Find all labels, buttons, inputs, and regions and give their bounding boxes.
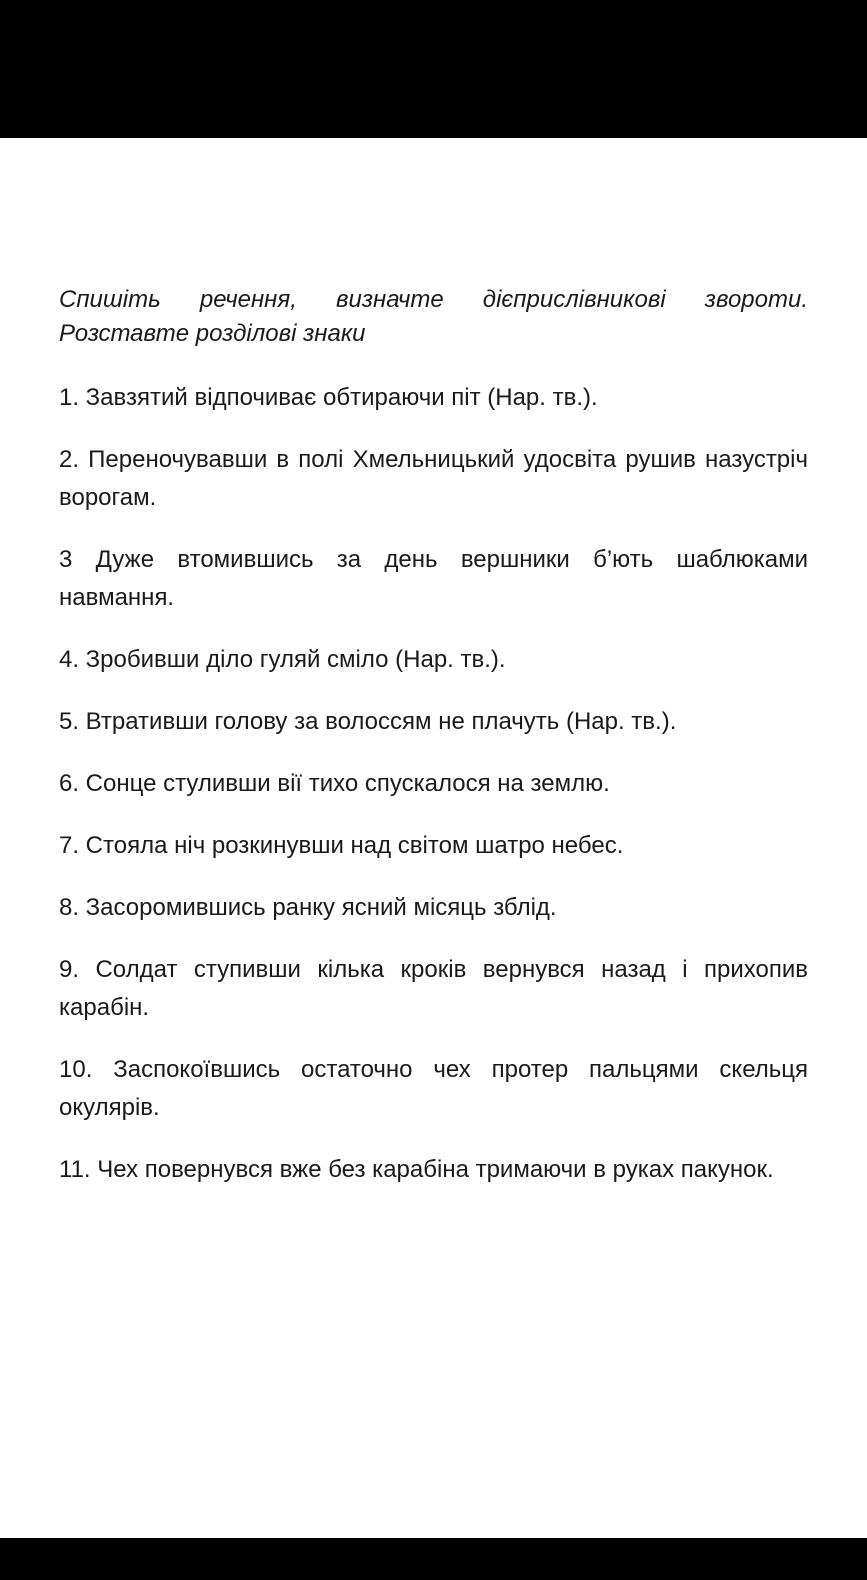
- sentence-3: 3 Дуже втомившись за день вершники б’ють шаблюками навмання.: [59, 546, 808, 611]
- sentence-7: 7. Стояла ніч розкинувши над світом шатро небес.: [59, 832, 624, 859]
- sentence-10: 10. Заспокоївшись остаточно чех протер пальцями скельця окулярів.: [59, 1056, 808, 1121]
- sentence-5: 5. Втративши голову за волоссям не плачуть (Нар. тв.).: [59, 708, 677, 735]
- sentence-6: 6. Сонце стуливши вії тихо спускалося на землю.: [59, 770, 610, 797]
- sentence-8: 8. Засоромившись ранку ясний місяць зблід.: [59, 894, 557, 921]
- sentence-2: 2. Переночувавши в полі Хмельницький удосвіта рушив назустріч ворогам.: [59, 446, 808, 511]
- task-instruction: Спишіть речення, визначте дієприслівникові звороти. Розставте розділові знаки: [59, 286, 808, 347]
- bottom-black-bar: [0, 1538, 867, 1580]
- sentence-9: 9. Солдат ступивши кілька кроків вернувся назад і прихопив карабін.: [59, 956, 808, 1021]
- sentence-11: 11. Чех повернувся вже без карабіна тримаючи в руках пакунок.: [59, 1156, 774, 1183]
- sentence-4: 4. Зробивши діло гуляй сміло (Нар. тв.).: [59, 646, 506, 673]
- top-black-bar: [0, 0, 867, 138]
- sentence-1: 1. Завзятий відпочиває обтираючи піт (Нар. тв.).: [59, 384, 598, 411]
- document-page: [59, 283, 808, 1213]
